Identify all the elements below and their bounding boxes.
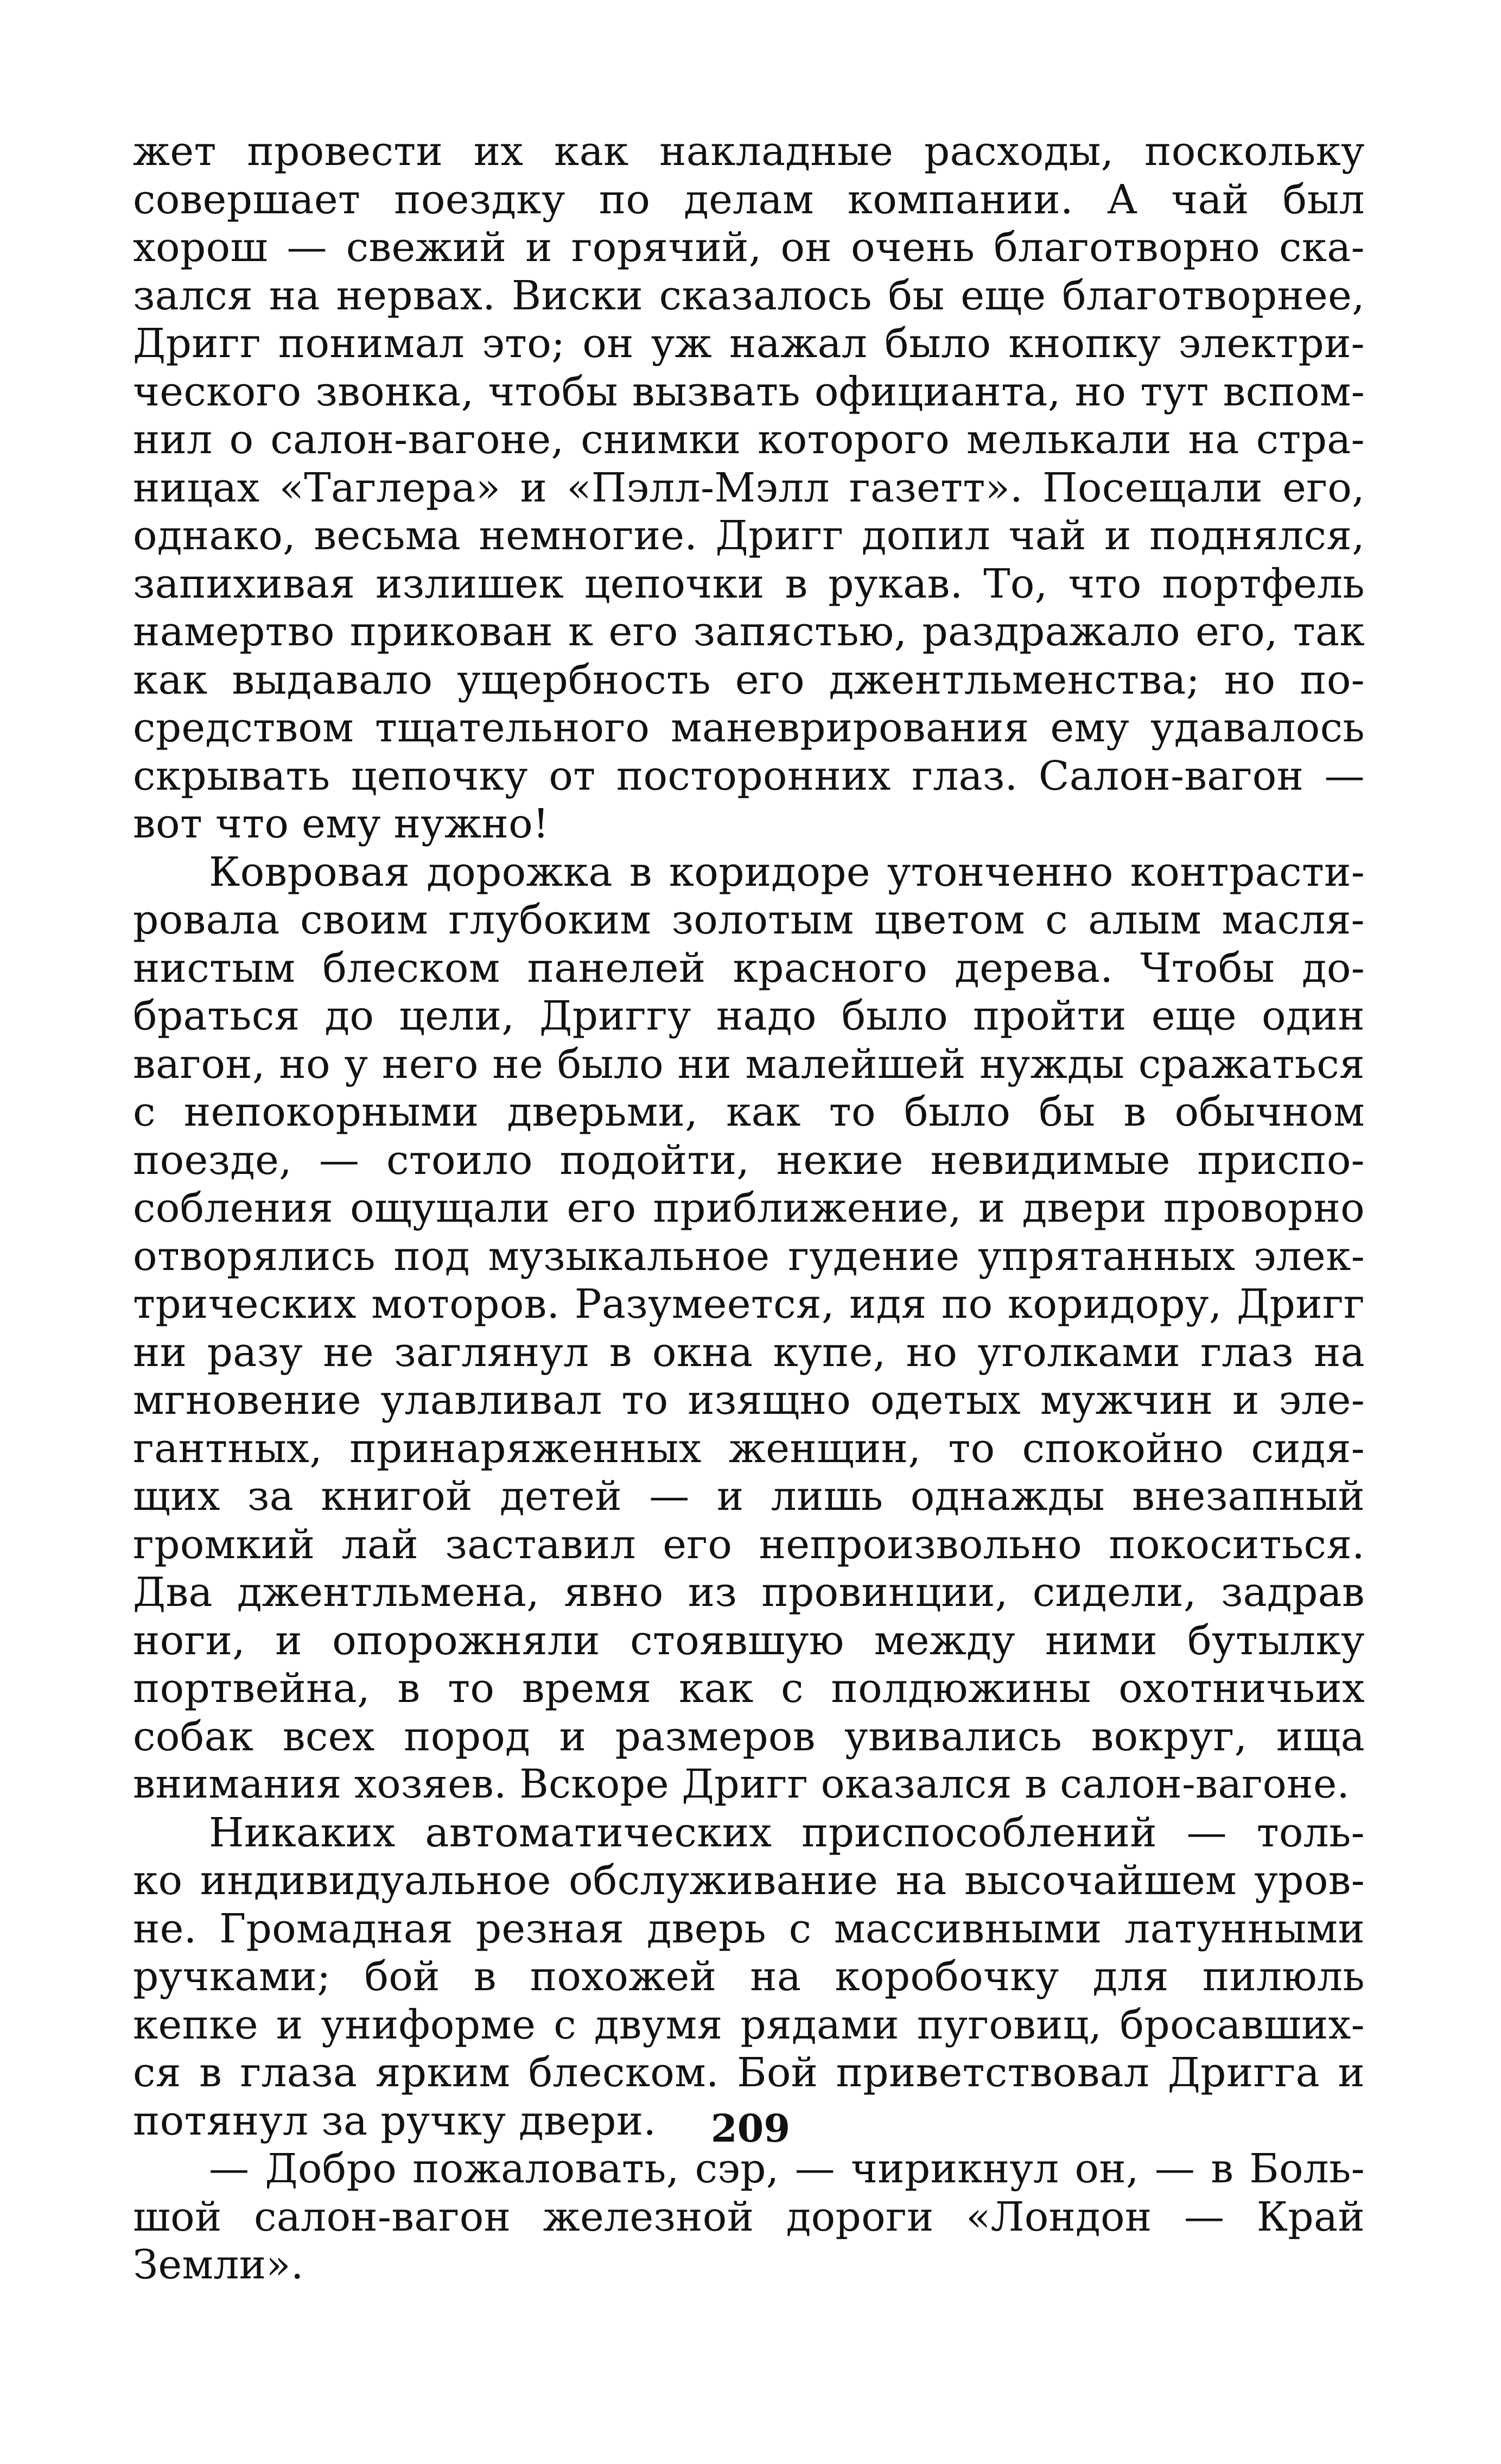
text-line: ровала своим глубоким золотым цветом с алым масля-: [133, 897, 1365, 943]
text-line: ноги, и опорожняли стоявшую между ними бутылку: [133, 1617, 1365, 1664]
text-line: ся в глаза ярким блеском. Бой приветствовал Дригга и: [133, 2049, 1365, 2096]
book-page-text: [133, 128, 1365, 2289]
text-line: ко индивидуальное обслуживание на высочайшем уров-: [133, 1857, 1365, 1904]
text-line: зался на нервах. Виски сказалось бы еще благотворнее,: [133, 272, 1365, 319]
text-line: нистым блеском панелей красного дерева. Чтобы до-: [133, 944, 1365, 992]
text-line: громкий лай заставил его непроизвольно покоситься.: [133, 1521, 1365, 1568]
text-line: Земли».: [133, 2241, 304, 2288]
text-line: гантных, принаряженных женщин, то спокойно сидя-: [133, 1425, 1365, 1472]
text-line: хорош — свежий и горячий, он очень благотворно ска-: [133, 224, 1365, 271]
text-line: нил о салон-вагоне, снимки которого мелькали на стра-: [133, 416, 1365, 463]
paragraph-1: [133, 128, 1365, 848]
text-line: средством тщательного маневрирования ему удавалось: [133, 704, 1365, 751]
text-line: собления ощущали его приближение, и двери проворно: [133, 1185, 1365, 1231]
text-line: ни разу не заглянул в окна купе, но уголками глаз на: [133, 1329, 1365, 1376]
page-number: 209: [710, 2106, 791, 2151]
text-line: кепке и униформе с двумя рядами пуговиц, бросавших-: [133, 2001, 1365, 2048]
text-line: портвейна, в то время как с полдюжины охотничьих: [133, 1665, 1365, 1712]
text-line: отворялись под музыкальное гудение упрятанных элек-: [133, 1233, 1365, 1280]
text-line: — Добро пожаловать, сэр, — чирикнул он, — в Боль-: [209, 2145, 1365, 2192]
text-line: потянул за ручку двери.: [133, 2097, 657, 2144]
text-line: Ковровая дорожка в коридоре утонченно контрасти-: [209, 848, 1365, 896]
text-line: скрывать цепочку от посторонних глаз. Салон-вагон —: [133, 752, 1365, 799]
text-line: внимания хозяев. Вскоре Дригг оказался в салон-вагоне.: [133, 1761, 1350, 1807]
text-line: поезде, — стоило подойти, некие невидимые приспо-: [133, 1136, 1365, 1184]
text-line: с непокорными дверьми, как то было бы в обычном: [133, 1089, 1365, 1135]
text-line: шой салон-вагон железной дороги «Лондон — Край: [133, 2193, 1365, 2240]
paragraph-3: [133, 1809, 1365, 2145]
text-line: вагон, но у него не было ни малейшей нужды сражаться: [133, 1040, 1365, 1088]
text-line: ницах «Таглера» и «Пэлл-Мэлл газетт». Посещали его,: [133, 464, 1365, 511]
text-line: жет провести их как накладные расходы, поскольку: [133, 128, 1365, 175]
text-line: Дригг понимал это; он уж нажал было кнопку электри-: [133, 320, 1365, 367]
paragraph-4: [133, 2145, 1365, 2289]
paragraph-2: [133, 848, 1365, 1809]
text-line: намертво прикован к его запястью, раздражало его, так: [133, 608, 1365, 655]
text-line: Никаких автоматических приспособлений — толь-: [209, 1809, 1365, 1856]
text-line: ручками; бой в похожей на коробочку для пилюль: [133, 1953, 1365, 2000]
text-line: Два джентльмена, явно из провинции, сидели, задрав: [133, 1569, 1365, 1616]
text-line: браться до цели, Дриггу надо было пройти еще один: [133, 993, 1365, 1039]
text-line: однако, весьма немногие. Дригг допил чай и поднялся,: [133, 512, 1365, 559]
text-line: мгновение улавливал то изящно одетых мужчин и эле-: [133, 1377, 1365, 1424]
text-line: трических моторов. Разумеется, идя по коридору, Дригг: [133, 1281, 1365, 1328]
text-line: ческого звонка, чтобы вызвать официанта, но тут вспом-: [133, 368, 1365, 415]
text-line: совершает поездку по делам компании. А чай был: [133, 176, 1365, 223]
text-line: не. Громадная резная дверь с массивными латунными: [133, 1905, 1365, 1952]
text-line: вот что ему нужно!: [133, 801, 549, 847]
text-line: как выдавало ущербность его джентльменства; но по-: [133, 656, 1365, 703]
text-line: запихивая излишек цепочки в рукав. То, что портфель: [133, 560, 1365, 607]
text-line: собак всех пород и размеров увивались вокруг, ища: [133, 1713, 1365, 1760]
text-line: щих за книгой детей — и лишь однажды внезапный: [133, 1473, 1365, 1520]
